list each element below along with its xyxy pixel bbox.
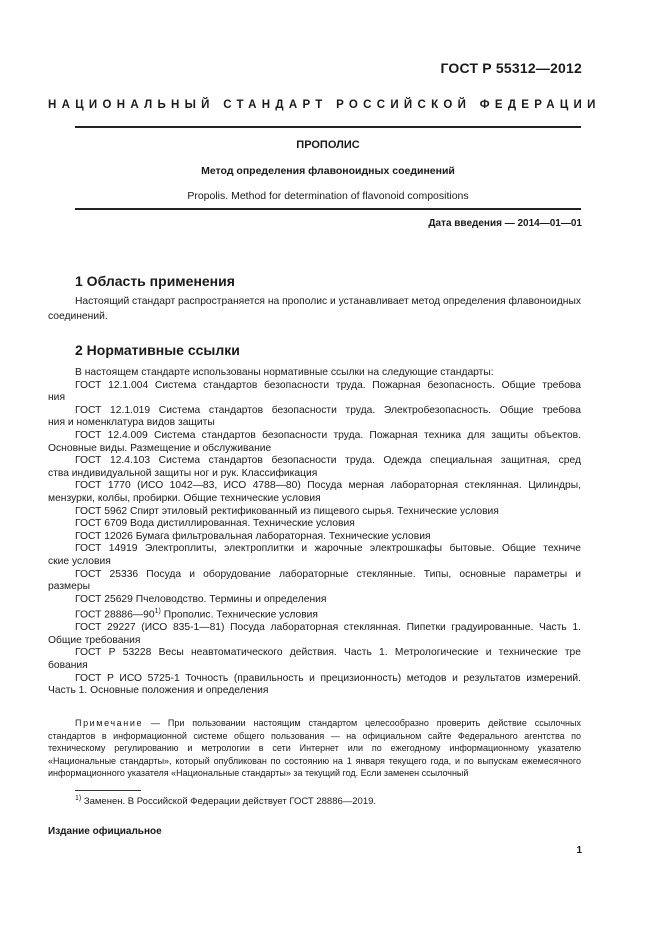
reference-text: ГОСТ 14919 Электроплиты, электроплитки и жарочные электрошкафы бытовые. Общие техниче	[75, 543, 581, 555]
reference-item	[48, 518, 581, 531]
reference-text: ГОСТ 12.1.004 Система стандартов безопасности труда. Пожарная безопасность. Общие требова	[75, 379, 581, 391]
reference-text: ГОСТ 1770 (ИСО 1042—83, ИСО 4788—80) Посуда мерная лабораторная стеклянная. Цилиндры,	[75, 480, 581, 492]
reference-item	[48, 430, 581, 455]
reference-text: ГОСТ Р 53228 Весы неавтоматического действия. Часть 1. Метрологические и технические тре	[75, 647, 581, 659]
introduction-date: Дата введения — 2014—01—01	[428, 218, 582, 229]
note-label: Примечание	[75, 718, 144, 728]
reference-item	[48, 405, 581, 430]
reference-first-line	[48, 380, 581, 393]
footnote	[75, 795, 376, 807]
reference-text: ГОСТ 5962 Спирт этиловый ректификованный из пищевого сырья. Технические условия	[75, 505, 499, 517]
reference-text-wrap: ства индивидуальной защиты ног и рук. Классификация	[48, 467, 318, 479]
reference-item	[48, 569, 581, 594]
reference-text-wrap: ские условия	[48, 555, 111, 567]
reference-text: ГОСТ 12.1.019 Система стандартов безопасности труда. Электробезопасность. Общие требова	[75, 404, 581, 416]
page-number: 1	[576, 845, 582, 856]
reference-text-continued: Прополис. Технические условия	[160, 609, 319, 621]
references-list	[48, 367, 581, 698]
section-heading-references: 2 Нормативные ссылки	[75, 342, 240, 358]
scope-text: Настоящий стандарт распространяется на прополис и устанавливает метод определения флавоноидных соединений.	[48, 296, 581, 322]
footnote-divider	[75, 790, 141, 791]
reference-item	[48, 543, 581, 568]
reference-item	[48, 531, 581, 544]
reference-first-line	[48, 531, 581, 544]
reference-first-line	[48, 405, 581, 418]
reference-item	[48, 606, 581, 622]
reference-text-wrap: ния	[48, 392, 66, 404]
reference-text-wrap: мензурки, колбы, пробирки. Общие технические условия	[48, 492, 321, 504]
reference-text: ГОСТ 28886—90	[75, 609, 155, 621]
reference-text: ГОСТ 12026 Бумага фильтровальная лабораторная. Технические условия	[75, 530, 431, 542]
reference-first-line	[48, 455, 581, 468]
reference-first-line	[48, 569, 581, 582]
official-edition-label: Издание официальное	[48, 826, 162, 837]
reference-item	[48, 647, 581, 672]
reference-first-line	[48, 622, 581, 635]
reference-item	[48, 594, 581, 607]
document-title: ПРОПОЛИС	[296, 139, 360, 151]
reference-item	[48, 673, 581, 698]
reference-text-wrap: Основные виды. Размещение и обслуживание	[48, 442, 272, 454]
section-heading-scope: 1 Область применения	[75, 273, 235, 289]
title-divider	[75, 208, 581, 210]
references-intro	[48, 367, 608, 380]
reference-first-line	[48, 594, 581, 607]
reference-text-wrap: Общие требования	[48, 634, 141, 646]
document-subtitle: Метод определения флавоноидных соединений	[201, 165, 455, 177]
note-paragraph	[48, 717, 581, 780]
footnote-text: Заменен. В Российской Федерации действует ГОСТ 28886—2019.	[81, 796, 377, 808]
reference-text: ГОСТ 25629 Пчеловодство. Термины и определения	[75, 593, 327, 605]
reference-text-wrap: Часть 1. Основные положения и определения	[48, 685, 269, 697]
reference-text: ГОСТ 25336 Посуда и оборудование лабораторные стеклянные. Типы, основные параметры и	[75, 568, 581, 580]
reference-item	[48, 506, 581, 519]
reference-first-line	[48, 430, 581, 443]
top-divider	[75, 126, 581, 128]
reference-item	[48, 480, 581, 505]
reference-text-wrap: бования	[48, 660, 88, 672]
note-text: — При пользовании настоящим стандартом целесообразно проверить действие ссылочных стандартов в информационной системе общего пользования — на официальном сайте Федерального агентства по техническому регулированию и метрологии в сети Интернет или по ежегодному информационному указателю «Национальные стандарты», который опубликован по состоянию на 1 января текущего года, и по выпускам ежемесячного информационного указателя «Национальные стандарты» за текущий год. Если заменен ссылочный	[48, 718, 581, 778]
reference-text-wrap: размеры	[48, 581, 90, 593]
reference-text: ГОСТ Р ИСО 5725-1 Точность (правильность и прецизионность) методов и результатов измерений.	[75, 672, 581, 684]
reference-item	[48, 622, 581, 647]
reference-first-line	[48, 647, 581, 660]
reference-text: ГОСТ 6709 Вода дистиллированная. Технические условия	[75, 518, 355, 530]
national-standard-banner: НАЦИОНАЛЬНЫЙ СТАНДАРТ РОССИЙСКОЙ ФЕДЕРАЦИИ	[48, 99, 601, 111]
reference-item	[48, 455, 581, 480]
document-title-english: Propolis. Method for determination of flavonoid compositions	[187, 190, 469, 202]
scope-paragraph	[48, 295, 581, 324]
reference-first-line	[48, 480, 581, 493]
reference-text: ГОСТ 29227 (ИСО 835-1—81) Посуда лабораторная стеклянная. Пипетки градуированные. Часть 1.	[75, 622, 581, 634]
footnote-mark: 1)	[75, 795, 82, 802]
reference-items	[48, 380, 581, 698]
reference-first-line	[48, 606, 581, 622]
reference-text-wrap: ния и номенклатура видов защиты	[48, 417, 215, 429]
reference-first-line	[48, 518, 581, 531]
reference-text: ГОСТ 12.4.103 Система стандартов безопасности труда. Одежда специальная защитная, сред	[75, 455, 581, 467]
reference-item	[48, 380, 581, 405]
reference-first-line	[48, 543, 581, 556]
footnote-reference-mark: 1)	[154, 608, 161, 616]
references-intro-text: В настоящем стандарте использованы нормативные ссылки на следующие стандарты:	[75, 367, 494, 378]
reference-first-line	[48, 506, 581, 519]
reference-text: ГОСТ 12.4.009 Система стандартов безопасности труда. Пожарная техника для защиты объектов.	[75, 429, 581, 441]
document-code: ГОСТ Р 55312—2012	[440, 60, 582, 76]
reference-first-line	[48, 673, 581, 686]
